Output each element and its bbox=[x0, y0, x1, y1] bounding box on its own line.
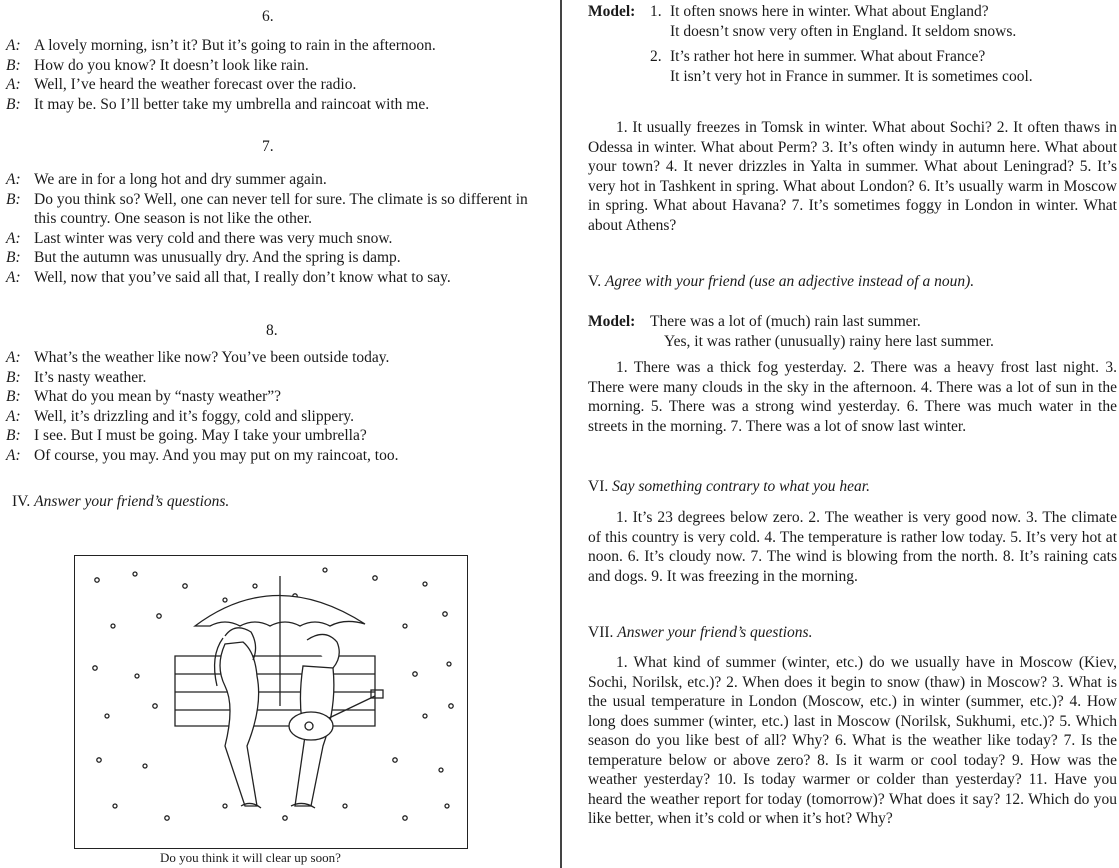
speaker: A: bbox=[6, 268, 21, 286]
speaker: B: bbox=[6, 427, 21, 444]
exercise-5-items: 1. There was a thick fog yesterday. 2. There was a heavy frost last night. 3. There were many clouds in the sky in the afternoon. 4. There was a lot of sun in the morning. 5. There was a strong wind yesterday. 6. There was much water in the streets in the morning. 7. There was a lot of snow last winter. bbox=[588, 359, 1117, 435]
dialogue-line bbox=[6, 446, 544, 466]
model-item bbox=[588, 312, 1118, 332]
dialogue-line bbox=[6, 75, 544, 95]
model-answer: Yes, it was rather (unusually) rainy here last summer. bbox=[664, 332, 994, 350]
exercise-6-items: 1. It’s 23 degrees below zero. 2. The weather is very good now. 3. The climate of this country is very cold. 4. The temperature is rather low today. 5. It’s very hot at noon. 6. It’s cloudy now. 7. The wind is blowing from the north. 8. It’s raining cats and dogs. 9. It was freezing in the morning. bbox=[588, 509, 1117, 585]
model-number: 1. bbox=[650, 3, 662, 20]
dialogue-line bbox=[6, 36, 544, 56]
line-text: It may be. So I’ll better take my umbrella and raincoat with me. bbox=[34, 95, 430, 113]
section-title: Agree with your friend (use an adjective instead of a noun). bbox=[604, 273, 975, 290]
section-numeral: IV. bbox=[12, 493, 31, 510]
dialogue-line bbox=[6, 190, 544, 229]
line-text: What’s the weather like now? You’ve been outside today. bbox=[34, 349, 390, 366]
dialogue-line bbox=[6, 407, 544, 427]
model-question: It often snows here in winter. What about England? bbox=[670, 3, 989, 20]
section-iv-heading bbox=[12, 493, 229, 511]
section-vii-heading bbox=[588, 624, 812, 642]
model-item bbox=[588, 47, 1118, 67]
dialogue-8-number: 8. bbox=[266, 322, 278, 339]
dialogue-line bbox=[6, 268, 544, 288]
model-answer: It isn’t very hot in France in summer. It is sometimes cool. bbox=[670, 67, 1033, 85]
speaker: B: bbox=[6, 95, 21, 113]
line-text: We are in for a long hot and dry summer again. bbox=[34, 171, 327, 188]
line-text: But the autumn was unusually dry. And the spring is damp. bbox=[34, 249, 401, 266]
illustration-couple-under-umbrella bbox=[74, 555, 468, 849]
line-text: Of course, you may. And you may put on my raincoat, too. bbox=[34, 446, 399, 464]
exercise-4-items: 1. It usually freezes in Tomsk in winter. What about Sochi? 2. It often thaws in Odessa in winter. What about Perm? 3. It’s often windy in autumn here. What about your town? 4. It never drizzles in Yalta in summer. What about Leningrad? 5. It’s very hot in Tashkent in spring. What about London? 6. It’s usually warm in Moscow in spring. What about Havana? 7. It’s sometimes foggy in London in winter. What about Athens? bbox=[588, 119, 1117, 234]
model-label: Model: bbox=[588, 313, 636, 330]
line-text: I see. But I must be going. May I take your umbrella? bbox=[34, 427, 367, 444]
dialogue-6 bbox=[6, 36, 544, 114]
dialogue-7-number: 7. bbox=[262, 138, 274, 155]
dialogue-line bbox=[6, 229, 544, 249]
speaker: A: bbox=[6, 407, 21, 425]
book-spine bbox=[560, 0, 562, 868]
line-text: Well, it’s drizzling and it’s foggy, cold and slippery. bbox=[34, 407, 355, 425]
speaker: B: bbox=[6, 388, 21, 405]
section-numeral: V. bbox=[588, 273, 602, 290]
model-answer-row bbox=[588, 332, 1118, 352]
model-question: It’s rather hot here in summer. What about France? bbox=[670, 48, 986, 65]
dialogue-line bbox=[6, 387, 544, 407]
speaker: A: bbox=[6, 171, 21, 188]
right-page bbox=[574, 0, 1119, 868]
section-numeral: VI. bbox=[588, 478, 609, 495]
line-text: How do you know? It doesn’t look like rain. bbox=[34, 56, 309, 74]
dialogue-line bbox=[6, 95, 544, 115]
speaker: A: bbox=[6, 349, 21, 366]
illustration-caption: Do you think it will clear up soon? bbox=[160, 850, 341, 865]
dialogue-line bbox=[6, 248, 544, 268]
line-text: A lovely morning, isn’t it? But it’s going to rain in the afternoon. bbox=[34, 37, 436, 54]
model-question: There was a lot of (much) rain last summer. bbox=[650, 313, 921, 330]
speaker: B: bbox=[6, 190, 21, 208]
dialogue-8 bbox=[6, 348, 544, 465]
section-title: Answer your friend’s questions. bbox=[617, 624, 813, 641]
section-title: Say something contrary to what you hear. bbox=[612, 478, 870, 495]
model-example-2 bbox=[588, 312, 1118, 351]
section-title: Answer your friend’s questions. bbox=[34, 493, 230, 510]
dialogue-line bbox=[6, 368, 544, 388]
dialogue-line bbox=[6, 170, 544, 190]
speaker: B: bbox=[6, 249, 21, 266]
model-item bbox=[588, 2, 1118, 22]
model-number: 2. bbox=[650, 48, 662, 65]
dialogue-line bbox=[6, 426, 544, 446]
left-page bbox=[0, 0, 548, 868]
line-text: What do you mean by “nasty weather”? bbox=[34, 388, 282, 405]
dialogue-line bbox=[6, 56, 544, 76]
section-numeral: VII. bbox=[588, 624, 614, 641]
model-answer-row bbox=[588, 22, 1118, 42]
line-text: Well, I’ve heard the weather forecast over the radio. bbox=[34, 76, 357, 93]
line-text: Well, now that you’ve said all that, I really don’t know what to say. bbox=[34, 268, 451, 286]
exercise-7-items: 1. What kind of summer (winter, etc.) do we usually have in Moscow (Kiev, Sochi, Norilsk, etc.)? 2. When does it begin to snow (thaw) in Moscow? 3. What is the usual temperature in London (Moscow, etc.) in winter (summer, etc.)? 4. How long does summer (winter, etc.) last in Moscow (Norilsk, Sukhumi, etc.)? 5. Which season do you like best of all? Why? 6. What is the weather like today? 7. Is the temperature below or above zero? 8. Is it warm or cool today? 9. How was the weather yesterday? 10. Is today warmer or colder than yesterday? 11. Have you heard the weather report for today (tomorrow)? What does it say? 12. Which do you like better, when it’s cold or when it’s hot? Why? bbox=[588, 654, 1117, 827]
dialogue-7 bbox=[6, 170, 544, 287]
model-answer-row bbox=[588, 67, 1118, 87]
model-label: Model: bbox=[588, 3, 636, 20]
speaker: B: bbox=[6, 368, 21, 386]
section-v-heading bbox=[588, 273, 974, 291]
speaker: A: bbox=[6, 76, 21, 93]
speaker: B: bbox=[6, 56, 21, 74]
line-text: Do you think so? Well, one can never tell for sure. The climate is so different in this country. One season is not like the other. bbox=[34, 190, 528, 227]
line-text: It’s nasty weather. bbox=[34, 368, 147, 386]
section-vi-heading bbox=[588, 478, 870, 496]
dialogue-line bbox=[6, 348, 544, 368]
model-answer: It doesn’t snow very often in England. It seldom snows. bbox=[670, 22, 1017, 40]
speaker: A: bbox=[6, 446, 21, 464]
model-example-1 bbox=[588, 2, 1118, 86]
illustration-drawing bbox=[75, 556, 467, 848]
dialogue-6-number: 6. bbox=[262, 8, 274, 25]
speaker: A: bbox=[6, 37, 21, 54]
line-text: Last winter was very cold and there was very much snow. bbox=[34, 229, 393, 247]
speaker: A: bbox=[6, 229, 21, 247]
